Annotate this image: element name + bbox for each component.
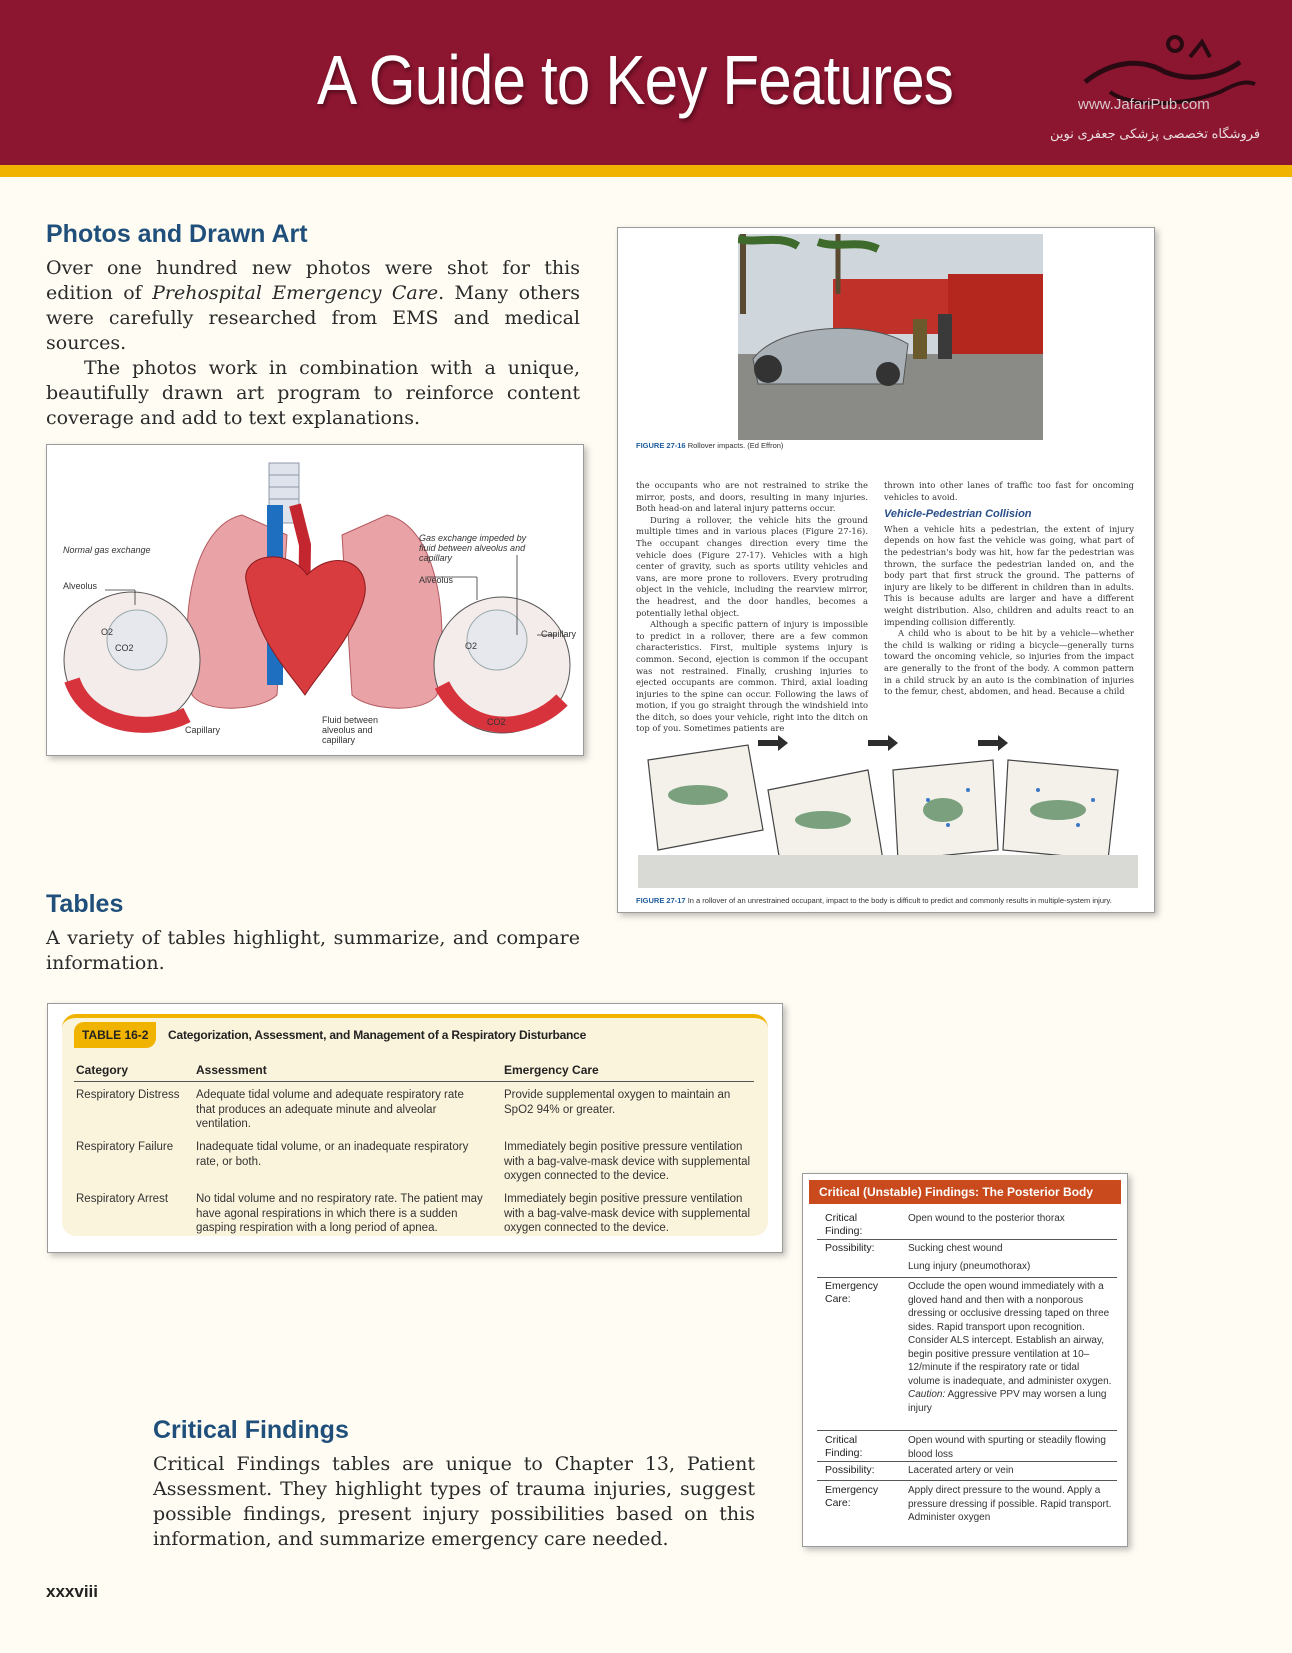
row-3-assessment: No tidal volume and no respiratory rate. The patient may have agonal respirations in which there is a sudden gasping respiration with a long period of apnea. [196,1193,483,1234]
label-co2-right: CO2 [487,717,506,727]
cf-k-possibility-1: Possibility: [825,1242,875,1254]
th-assessment: Assessment [196,1063,267,1077]
row-2-assessment: Inadequate tidal volume, or an inadequate respiratory rate, or both. [196,1141,469,1168]
critical-findings-card [802,1173,1128,1547]
cf-k-care-1: Emergency Care: [825,1280,879,1305]
cf-k-care-2: Emergency Care: [825,1484,879,1509]
rollover-page-sample [617,227,1155,913]
tables-text: A variety of tables highlight, summarize, and compare information. [46,927,580,974]
cf-r1-care: Occlude the open wound immediately with a gloved hand and then with a nonporous dressing or occlusive dressing taped on three sides. Rapid transport upon recognition. Consider ALS intercept. Establish an airway, begin positive pressure ventilation at 10–12/minute if the respiratory rate or tidal volume is inadequate, and administer oxygen. Caution: Aggressive PPV may worsen a lung injury [908,1281,1112,1414]
critical-text: Critical Findings tables are unique to Chapter 13, Patient Assessment. They highlight types of trauma injuries, suggest possible findings, present injury possibilities based on this information, and summarize emergency care needed. [153,1453,755,1550]
label-gas-impeded: Gas exchange impeded by fluid between alveolus and capillary [419,533,527,563]
rollover-column-1: the occupants who are not restrained to strike the mirror, posts, and doors, resulting in many injuries. Both head-on and lateral injury patterns occur. During a rollover, the vehicle hits the ground multiple times and in various places (Figure 27-16). The occupant changes direction every time the vehicle does (Figure 27-17). Vehicles with a high center of gravity, such as sports utility vehicles and vans, are more prone to rollovers. Every protruding object in the vehicle, including the rearview mirror, the headrest, and the door handles, becomes a potentially lethal object. Although a specific pattern of injury is impossible to predict in a rollover, there are a few common characteristics. First, multiple systems injury is common. Second, ejection is common if the occupant was not restrained. Finally, crushing injuries to ejected occupants are common. Third, axial loading injuries to the spine can occur. Following the laws of motion, if you go straight through the windshield into the ditch, so does your vehicle, right into the ditch on top of you. Sometimes patients are [636,480,868,734]
logo-subtitle: فروشگاه تخصصی پزشکی جعفری نوین [1050,126,1261,141]
cf-rule [817,1480,1117,1481]
photos-heading: Photos and Drawn Art [46,220,308,248]
cf-rule [817,1461,1117,1462]
vehicle-pedestrian-subhead: Vehicle-Pedestrian Collision [884,508,1032,521]
label-alveolus-left: Alveolus [63,581,98,591]
label-normal-gas: Normal gas exchange [63,545,151,555]
critical-heading: Critical Findings [153,1416,349,1444]
row-3-category: Respiratory Arrest [76,1193,169,1205]
cf-r1-finding: Open wound to the posterior thorax [908,1213,1065,1224]
cf-rule [817,1430,1117,1431]
table-card [62,1014,768,1236]
page-number: xxxviii [46,1582,98,1601]
row-1-assessment: Adequate tidal volume and adequate respiratory rate that produces an adequate minute and alveolar ventilation. [196,1089,464,1130]
photos-para-2: The photos work in combination with a unique, beautifully drawn art program to reinforce content coverage and add to text explanations. [46,357,580,429]
figure-27-16-caption: FIGURE 27-16 Rollover impacts. (Ed Effron) [636,441,784,450]
cf-r2-care: Apply direct pressure to the wound. Apply a pressure dressing if possible. Rapid transport. Administer oxygen [908,1485,1112,1523]
label-co2-left: CO2 [115,643,134,653]
label-o2-left: O2 [101,627,114,637]
label-fluid: Fluid between alveolus and capillary [322,715,379,745]
cf-k-critical-1: Critical Finding: [825,1212,863,1237]
heart-lung-illustration [46,444,584,756]
cf-card-title: Critical (Unstable) Findings: The Posterior Body [809,1180,1121,1204]
row-1-category: Respiratory Distress [76,1089,180,1101]
cf-r1-poss-2: Lung injury (pneumothorax) [908,1261,1031,1272]
cf-rule [817,1239,1117,1240]
cf-r1-poss-1: Sucking chest wound [908,1243,1003,1254]
th-emergency-care: Emergency Care [504,1063,599,1077]
cf-k-possibility-2: Possibility: [825,1464,875,1476]
row-2-care: Immediately begin positive pressure ventilation with a bag-valve-mask device with supplemental oxygen connected to the device. [504,1141,751,1182]
table-number: TABLE 16-2 [74,1022,156,1048]
cf-rule [817,1277,1117,1278]
rollover-sequence-illustration [638,730,1138,888]
rollover-column-2: thrown into other lanes of traffic too fast for oncoming vehicles to avoid. Vehicle-Pedestrian Collision When a vehicle hits a pedestrian, the extent of injury depends on how fast the vehicle was going, what part of the pedestrian's body was hit, how far the pedestrian was thrown, the surface the pedestrian landed on, and the body part that first struck the ground. The patterns of injury are likely to be different in children than in adults. This is because adults are larger and have a different weight distribution. Also, children and adults react to an impending collision differently. A child who is about to be hit by a vehicle—whether the child is walking or riding a bicycle—generally turns toward the oncoming vehicle, so injuries from the impact are generally to the front of the body. A common pattern in a child struck by an auto is the combination of injuries to the femur, chest, abdomen, and head. Because a child [884,480,1134,697]
tables-heading: Tables [46,890,124,918]
page-title: A Guide to Key Features [316,41,954,119]
row-1-care: Provide supplemental oxygen to maintain an SpO2 94% or greater. [504,1089,731,1116]
row-3-care: Immediately begin positive pressure ventilation with a bag-valve-mask device with supplemental oxygen connected to the device. [504,1193,751,1234]
rollover-photo [738,234,1043,440]
header-rule [74,1081,754,1082]
cf-r2-finding: Open wound with spurting or steadily flowing blood loss [908,1435,1106,1460]
table-title: Categorization, Assessment, and Management of a Respiratory Disturbance [168,1028,587,1042]
label-capillary-left: Capillary [185,725,221,735]
label-capillary-right: Capillary [541,629,577,639]
respiratory-table-sample [47,1003,783,1253]
cf-r2-poss: Lacerated artery or vein [908,1465,1014,1476]
heart-lung-drawing [47,445,583,755]
figure-27-17-caption: FIGURE 27-17 In a rollover of an unrestrained occupant, impact to the body is difficult to predict and commonly results in multiple-system injury. [636,896,1112,905]
logo-url: www.JafariPub.com [1078,96,1210,113]
cf-k-critical-2: Critical Finding: [825,1434,863,1459]
photos-para-1: Over one hundred new photos were shot for this edition of Prehospital Emergency Care. Many others were carefully researched from EMS and medical sources. [46,257,580,354]
photos-text [46,256,580,431]
label-o2-right: O2 [465,641,478,651]
row-2-category: Respiratory Failure [76,1141,174,1153]
label-alveolus-right: Alveolus [419,575,454,585]
header-stripe [0,165,1292,177]
th-category: Category [76,1063,129,1077]
